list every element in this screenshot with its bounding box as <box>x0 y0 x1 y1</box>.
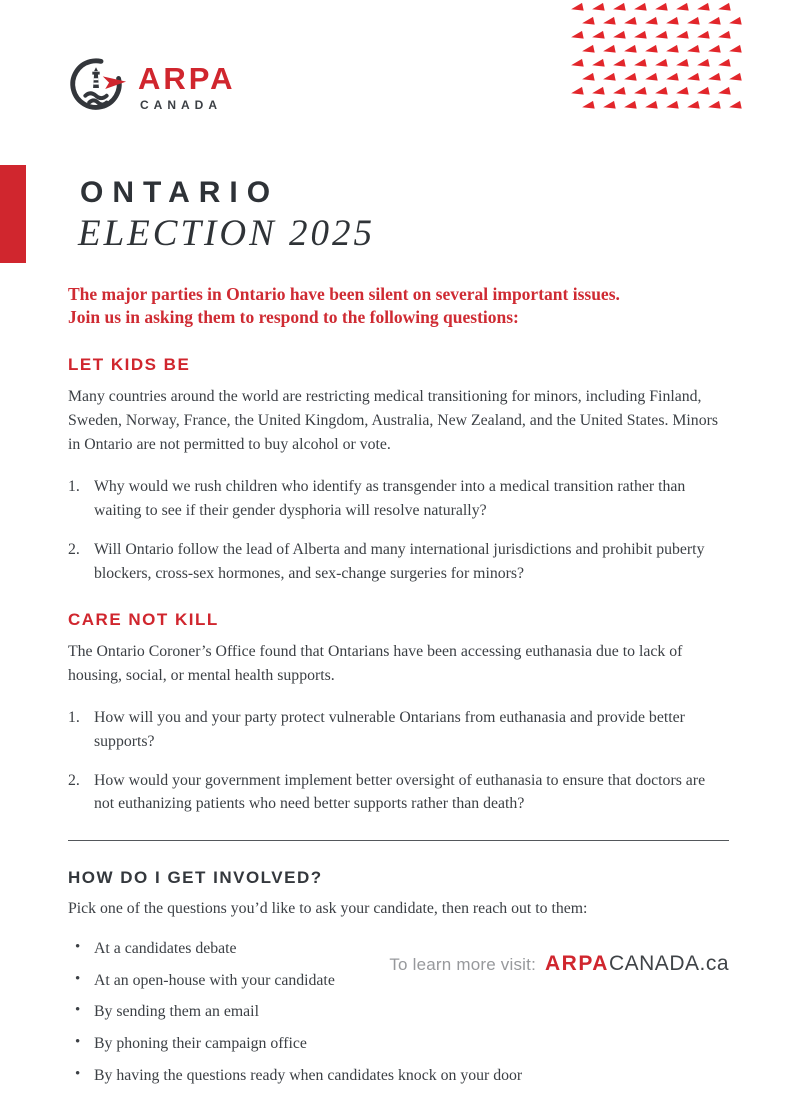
bullet-item: • At an open-house with your candidate <box>68 970 729 993</box>
section-divider <box>68 840 729 841</box>
section-paragraph: The Ontario Coroner’s Office found that Ontarians have been accessing euthanasia due to lack of housing, social, or mental health supports. <box>68 642 683 684</box>
section-let-kids-be <box>68 355 729 585</box>
list-item <box>68 538 729 585</box>
list-item <box>68 706 729 753</box>
triangle-icon <box>728 17 741 27</box>
triangle-icon <box>728 45 741 55</box>
list-item-text: Will Ontario follow the lead of Alberta and many international jurisdictions and prohibit puberty blockers, cross-sex hormones, and sex-change surgeries for minors? <box>94 540 705 582</box>
red-accent-bar <box>0 165 26 263</box>
section-heading: CARE NOT KILL <box>68 610 219 630</box>
document-body <box>68 0 729 1097</box>
section-paragraph: Many countries around the world are restricting medical transitioning for minors, including Finland, Sweden, Norway, France, the United Kingdom, Australia, New Zealand, and the United States. Minors in Ontario are not permitted to buy alcohol or vote. <box>68 387 719 454</box>
section-get-involved <box>68 868 729 1088</box>
bullet-item: • By phoning their campaign office <box>68 1033 729 1056</box>
triangle-icon <box>728 73 741 83</box>
section-heading: LET KIDS BE <box>68 355 191 375</box>
footer-prefix-text: To learn more visit: <box>389 955 537 974</box>
bullet-item: • By having the questions ready when candidates knock on your door <box>68 1065 729 1088</box>
footer <box>389 952 729 976</box>
list-item-number: 1. <box>68 709 80 727</box>
section-care-not-kill <box>68 610 729 816</box>
list-item-text: How would your government implement better oversight of euthanasia to ensure that doctors are not euthanizing patients who need better supports rather than death? <box>94 771 706 813</box>
numbered-list <box>68 475 729 585</box>
bullet-item: • At a candidates debate <box>68 938 729 961</box>
triangle-icon <box>728 101 741 111</box>
intro-line-2: Join us in asking them to respond to the following questions: <box>68 307 519 328</box>
page-title: ONTARIO <box>80 176 280 209</box>
logo-brand-text: ARPA <box>138 61 236 96</box>
logo-sub-text: CANADA <box>140 98 222 112</box>
intro-statement <box>68 283 729 331</box>
section-heading: HOW DO I GET INVOLVED? <box>68 867 323 887</box>
page-subtitle: ELECTION 2025 <box>78 213 376 254</box>
list-item <box>68 769 729 816</box>
list-item-text: Why would we rush children who identify as transgender into a medical transition rather than waiting to see if their gender dysphoria will resolve naturally? <box>94 478 686 520</box>
intro-line-1: The major parties in Ontario have been silent on several important issues. <box>68 283 620 304</box>
bullet-item: • By sending them an email <box>68 1001 729 1024</box>
footer-brand-text: ARPA <box>545 952 609 975</box>
list-item-number: 2. <box>68 771 80 789</box>
list-item-number: 1. <box>68 478 80 496</box>
section-paragraph: Pick one of the questions you’d like to ask your candidate, then reach out to them: <box>68 900 588 918</box>
footer-url-text: CANADA.ca <box>608 952 729 975</box>
list-item-number: 2. <box>68 540 80 558</box>
numbered-list <box>68 706 729 816</box>
list-item-text: How will you and your party protect vulnerable Ontarians from euthanasia and provide better supports? <box>94 709 685 750</box>
list-item <box>68 475 729 522</box>
